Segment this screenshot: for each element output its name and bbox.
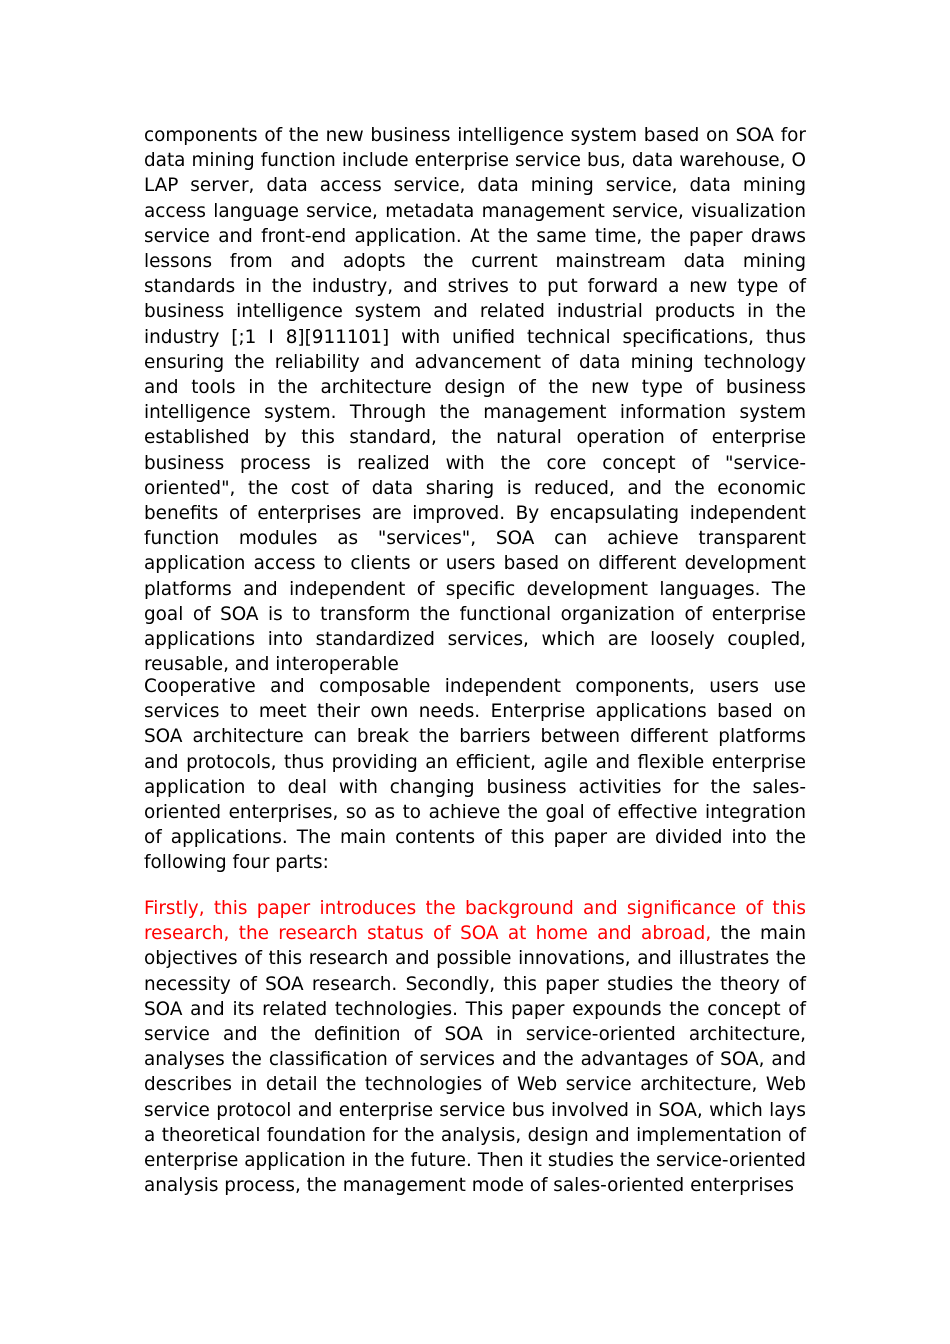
paragraph-text: components of the new business intelligence system based on SOA for data mining function include enterprise service bus, data warehouse, O LAP server, data access service, data mining service, data mining access language service, metadata management service, visualization service and front-end application. At the same time, the paper draws lessons from and adopts the current mainstream data mining standards in the industry, and strives to put forward a new type of business intelligence system and related industrial products in the industry [;1 I 8][911101] with unified technical specifications, thus ensuring the reliability and advancement of data mining technology and tools in the architecture design of the new type of business intelligence system. Through the management information system established by this standard, the natural operation of enterprise business process is realized with the core concept of "service-oriented", the cost of data sharing is reduced, and the economic benefits of enterprises are improved. By encapsulating independent function modules as "services", SOA can achieve transparent application access to clients or users based on different development platforms and independent of specific development languages. The goal of SOA is to transform the functional organization of enterprise applications into standardized services, which are loosely coupled, reusable, and interoperable bbox=[144, 125, 806, 676]
body-paragraph-2 bbox=[144, 674, 806, 876]
paragraph-rest-text: the main objectives of this research and possible innovations, and illustrates the necessity of SOA research. Secondly, this paper studies the theory of SOA and its related technologies. This paper expounds the concept of service and the definition of SOA in service-oriented architecture, analyses the classification of services and the advantages of SOA, and describes in detail the technologies of Web service architecture, Web service protocol and enterprise service bus involved in SOA, which lays a theoretical foundation for the analysis, design and implementation of enterprise application in the future. Then it studies the service-oriented analysis process, the management mode of sales-oriented enterprises bbox=[144, 923, 806, 1197]
body-paragraph-1 bbox=[144, 123, 806, 677]
body-paragraph-3 bbox=[144, 896, 806, 1198]
paragraph-text: Cooperative and composable independent components, users use services to meet their own needs. Enterprise applications based on SOA architecture can break the barriers between different platforms and protocols, thus providing an efficient, agile and flexible enterprise application to deal with changing business activities for the sales-oriented enterprises, so as to achieve the goal of effective integration of applications. The main contents of this paper are divided into the following four parts: bbox=[144, 676, 806, 874]
paragraph-text bbox=[144, 896, 806, 1198]
highlighted-text: Firstly, this paper introduces the background and significance of this research, the research status of SOA at home and abroad, bbox=[144, 898, 806, 945]
